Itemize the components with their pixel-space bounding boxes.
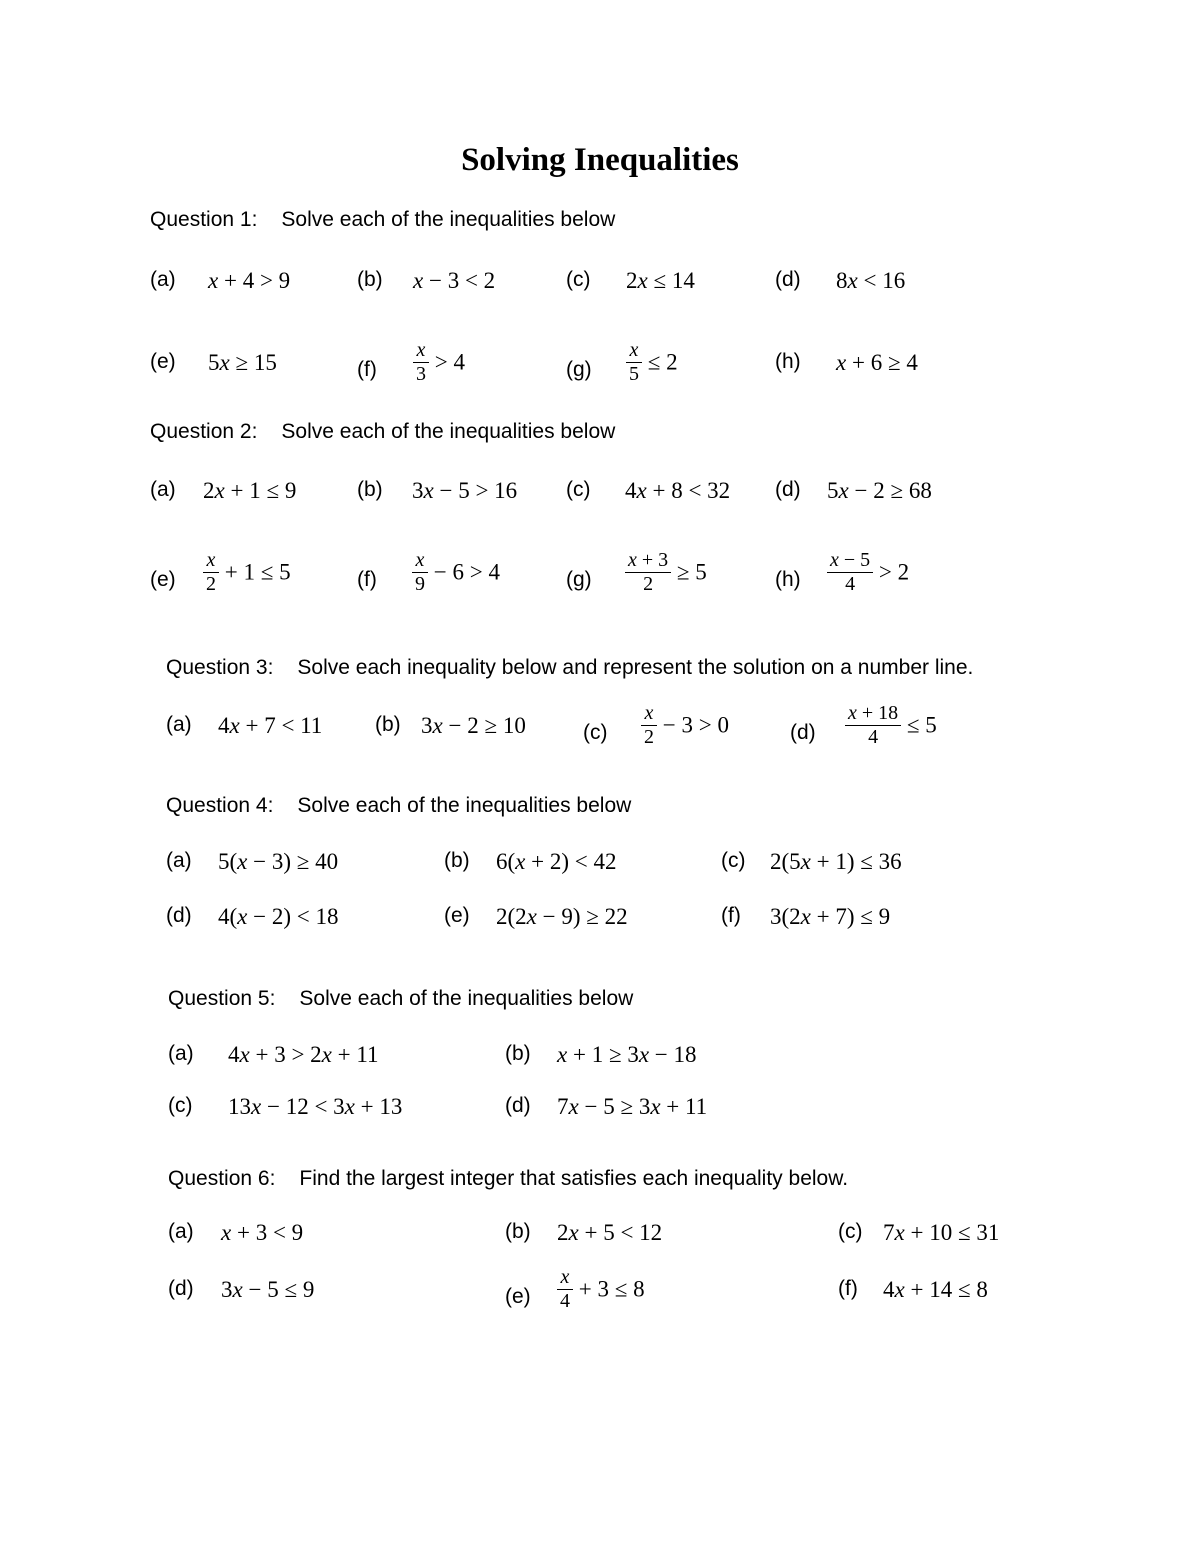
fraction-denominator: 2 [206,573,216,595]
fraction-remainder: + 1 ≤ 5 [219,559,291,585]
variable: x [838,478,849,503]
variable: x [894,1277,905,1302]
question-instruction: Solve each of the inequalities below [281,208,616,231]
part-label: (b) [444,849,470,872]
part-label: (d) [166,904,192,927]
variable: x [526,904,537,929]
variable: x [560,1266,570,1288]
fraction-remainder: > 4 [429,349,465,375]
fraction [625,550,671,595]
variable: x [413,268,424,293]
part-label: (f) [838,1277,858,1300]
part-label: (d) [775,478,801,501]
question-6-part-a: x + 3 < 9 [221,1220,304,1245]
question-number: Question 5: [168,987,276,1010]
fraction [203,550,219,595]
part-label: (c) [583,721,608,744]
fraction-numerator: x − 5 [827,550,873,573]
variable: x [568,1094,579,1119]
variable: x [557,1042,568,1067]
question-1-part-e: 5x ≥ 15 [208,350,277,375]
question-1-part-f [413,340,465,385]
part-label: (a) [166,849,192,872]
question-instruction: Solve each of the inequalities below [297,794,632,817]
fraction [557,1267,573,1312]
part-label: (b) [375,713,401,736]
variable: x [836,350,847,375]
part-label: (d) [168,1277,194,1300]
part-label: (a) [150,478,176,501]
question-6-part-f: 4x + 14 ≤ 8 [883,1277,988,1302]
variable: x [229,713,240,738]
variable: x [239,1042,250,1067]
question-2-part-h [827,550,909,595]
part-label: (e) [150,568,176,591]
variable: x [830,549,839,571]
fraction-denominator: 4 [560,1290,570,1312]
variable: x [251,1094,262,1119]
fraction-remainder: − 6 > 4 [428,559,500,585]
variable: x [432,713,443,738]
part-label: (e) [505,1285,531,1308]
question-1-part-a: x + 4 > 9 [208,268,291,293]
question-1-part-c: 2x ≤ 14 [626,268,695,293]
part-label: (a) [168,1220,194,1243]
variable: x [208,268,219,293]
question-4-heading [166,794,631,818]
question-instruction: Solve each inequality below and represent the solution on a number line. [297,656,974,679]
part-label: (e) [150,350,176,373]
question-number: Question 6: [168,1167,276,1190]
question-6-heading [168,1167,848,1191]
part-label: (d) [790,721,816,744]
question-3-heading [166,656,973,680]
variable: x [423,478,434,503]
question-1-part-g [626,340,678,385]
part-label: (b) [357,478,383,501]
part-label: (g) [566,568,592,591]
variable: x [214,478,225,503]
variable: x [636,478,647,503]
variable: x [515,849,526,874]
fraction-denominator: 4 [868,726,879,748]
variable: x [638,1042,650,1067]
fraction [641,703,657,748]
fraction-numerator: x + 3 [625,550,671,573]
question-2-part-e [203,550,291,595]
fraction-remainder: > 2 [873,559,910,585]
part-label: (c) [566,478,591,501]
part-label: (h) [775,350,801,373]
variable: x [321,1042,332,1067]
question-3-part-c [641,703,729,748]
variable: x [848,702,857,724]
question-4-part-e: 2(2x − 9) ≥ 22 [496,904,628,929]
fraction-denominator: 9 [415,573,425,595]
question-2-part-c: 4x + 8 < 32 [625,478,731,503]
variable: x [628,549,637,571]
fraction-numerator: x + 18 [845,703,901,726]
part-label: (d) [505,1094,531,1117]
variable: x [800,849,811,874]
fraction-numerator [557,1267,573,1290]
part-label: (c) [168,1094,193,1117]
part-label: (f) [721,904,741,927]
variable: x [237,904,248,929]
fraction-remainder: + 3 ≤ 8 [573,1276,645,1302]
part-label: (g) [566,358,592,381]
variable: x [415,549,425,571]
variable: x [237,849,248,874]
page-title: Solving Inequalities [461,142,739,178]
fraction-numerator [641,703,657,726]
question-6-part-c: 7x + 10 ≤ 31 [883,1220,1000,1245]
question-3-part-b: 3x − 2 ≥ 10 [421,713,526,738]
question-number: Question 2: [150,420,258,443]
variable: x [894,1220,905,1245]
fraction [845,703,901,748]
question-5-part-c: 13x − 12 < 3x + 13 [228,1094,403,1119]
variable: x [800,904,811,929]
question-4-part-c: 2(5x + 1) ≤ 36 [770,849,902,874]
question-1-part-h: x + 6 ≥ 4 [836,350,918,375]
part-label: (b) [505,1042,531,1065]
question-4-part-a: 5(x − 3) ≥ 40 [218,849,339,874]
fraction-denominator: 4 [845,573,856,595]
fraction-numerator [412,550,428,573]
part-label: (b) [357,268,383,291]
fraction-numerator [413,340,429,363]
fraction-denominator: 2 [643,573,654,595]
part-label: (d) [775,268,801,291]
fraction [827,550,873,595]
part-label: (c) [721,849,746,872]
part-label: (e) [444,904,470,927]
question-2-part-f [412,550,500,595]
part-label: (c) [566,268,591,291]
variable: x [416,339,426,361]
part-label: (c) [838,1220,863,1243]
fraction-remainder: ≤ 2 [642,349,678,375]
variable: x [847,268,858,293]
part-label: (a) [150,268,176,291]
variable: x [221,1220,232,1245]
question-2-part-b: 3x − 5 > 16 [412,478,518,503]
question-1-heading [150,208,615,232]
fraction [413,340,429,385]
fraction-denominator: 3 [416,363,426,385]
part-label: (f) [357,358,377,381]
question-6-part-d: 3x − 5 ≤ 9 [221,1277,315,1302]
question-1-part-b: x − 3 < 2 [413,268,496,293]
variable: x [206,549,216,571]
variable: x [629,339,639,361]
fraction [412,550,428,595]
question-4-part-b: 6(x + 2) < 42 [496,849,617,874]
fraction [626,340,642,385]
question-2-heading [150,420,615,444]
part-label: (b) [505,1220,531,1243]
part-label: (a) [168,1042,194,1065]
question-5-part-b: x + 1 ≥ 3x − 18 [557,1042,697,1067]
variable: x [568,1220,579,1245]
variable: x [344,1094,355,1119]
fraction-numerator [203,550,219,573]
variable: x [650,1094,661,1119]
fraction-denominator: 2 [644,726,654,748]
question-4-part-f: 3(2x + 7) ≤ 9 [770,904,891,929]
question-number: Question 1: [150,208,258,231]
question-instruction: Solve each of the inequalities below [299,987,634,1010]
part-label: (f) [357,568,377,591]
fraction-remainder: − 3 > 0 [657,712,729,738]
question-2-part-g [625,550,707,595]
question-5-part-d: 7x − 5 ≥ 3x + 11 [557,1094,708,1119]
question-3-part-a: 4x + 7 < 11 [218,713,323,738]
question-number: Question 4: [166,794,274,817]
question-5-part-a: 4x + 3 > 2x + 11 [228,1042,379,1067]
part-label: (h) [775,568,801,591]
part-label: (a) [166,713,192,736]
question-6-part-e [557,1267,645,1312]
question-instruction: Find the largest integer that satisfies each inequality below. [299,1167,849,1190]
question-1-part-d: 8x < 16 [836,268,906,293]
fraction-numerator [626,340,642,363]
question-3-part-d [845,703,937,748]
variable: x [644,702,654,724]
fraction-remainder: ≥ 5 [671,559,707,585]
question-5-heading [168,987,633,1011]
variable: x [219,350,230,375]
question-2-part-a: 2x + 1 ≤ 9 [203,478,297,503]
question-4-part-d: 4(x − 2) < 18 [218,904,339,929]
variable: x [232,1277,243,1302]
question-number: Question 3: [166,656,274,679]
fraction-denominator: 5 [629,363,639,385]
variable: x [637,268,648,293]
question-instruction: Solve each of the inequalities below [281,420,616,443]
question-6-part-b: 2x + 5 < 12 [557,1220,663,1245]
question-2-part-d: 5x − 2 ≥ 68 [827,478,932,503]
fraction-remainder: ≤ 5 [901,712,937,738]
